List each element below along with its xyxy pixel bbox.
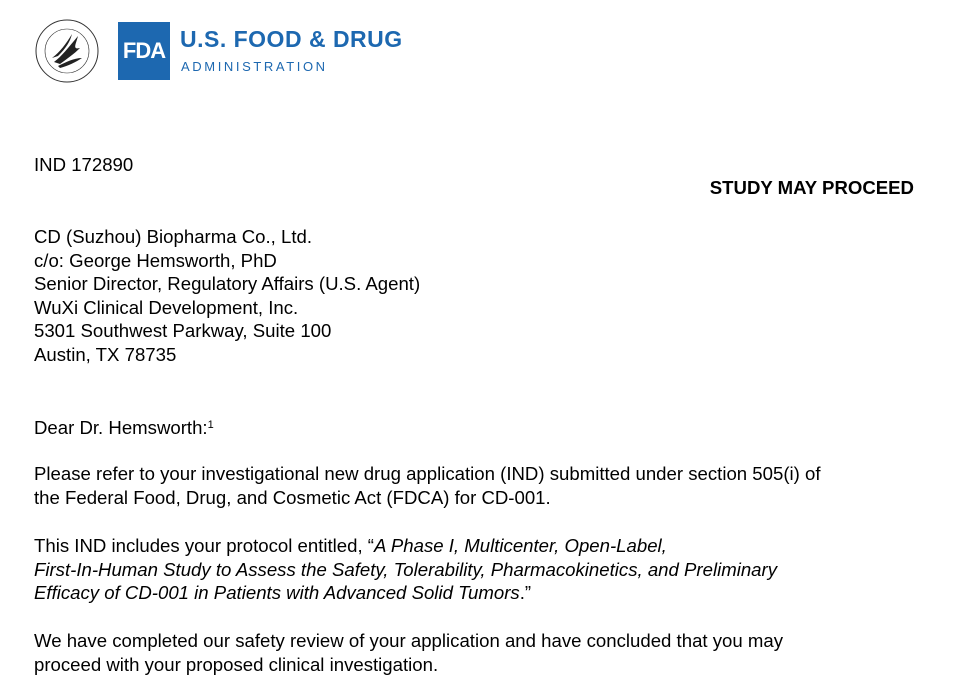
protocol-title: First-In-Human Study to Assess the Safety, Tolerability, Pharmacokinetics, and Preliminary — [34, 558, 778, 580]
address-line: Austin, TX 78735 — [34, 343, 177, 365]
status-heading: STUDY MAY PROCEED — [709, 177, 914, 198]
paragraph-1 — [34, 462, 821, 509]
fda-logo-name: U.S. FOOD & DRUG — [180, 26, 403, 52]
protocol-title: Efficacy of CD-001 in Patients with Advanced Solid Tumors — [34, 582, 520, 603]
paragraph-line — [34, 534, 777, 558]
paragraph-line — [34, 558, 777, 582]
paragraph-line: Please refer to your investigational new drug application (IND) submitted under section 505(i) of — [34, 463, 821, 484]
paragraph-line: the Federal Food, Drug, and Cosmetic Act (FDCA) for CD-001. — [34, 486, 551, 508]
address-line: CD (Suzhou) Biopharma Co., Ltd. — [34, 226, 312, 247]
letterhead — [34, 14, 414, 86]
address-line: WuXi Clinical Development, Inc. — [34, 296, 299, 318]
paragraph-line: proceed with your proposed clinical investigation. — [34, 653, 439, 675]
hhs-eagle-seal-icon — [34, 18, 100, 84]
footnote-mark: 1 — [207, 419, 214, 431]
paragraph-2 — [34, 534, 777, 605]
fda-logo-box: FDA — [118, 22, 170, 80]
recipient-address — [34, 225, 420, 366]
address-line: c/o: George Hemsworth, PhD — [34, 249, 277, 271]
address-line: Senior Director, Regulatory Affairs (U.S. Agent) — [34, 273, 421, 294]
protocol-close: .” — [519, 582, 532, 603]
ind-number: IND 172890 — [34, 154, 134, 175]
paragraph-line: We have completed our safety review of your application and have concluded that you may — [34, 630, 784, 651]
protocol-intro: This IND includes your protocol entitled, “ — [34, 535, 374, 556]
protocol-title: A Phase I, Multicenter, Open-Label, — [374, 535, 667, 556]
paragraph-line — [34, 581, 777, 605]
salutation — [34, 414, 214, 440]
paragraph-3 — [34, 629, 783, 676]
address-line: 5301 Southwest Parkway, Suite 100 — [34, 320, 332, 341]
fda-logo-subtitle: ADMINISTRATION — [181, 59, 328, 74]
salutation-text: Dear Dr. Hemsworth: — [34, 417, 208, 438]
